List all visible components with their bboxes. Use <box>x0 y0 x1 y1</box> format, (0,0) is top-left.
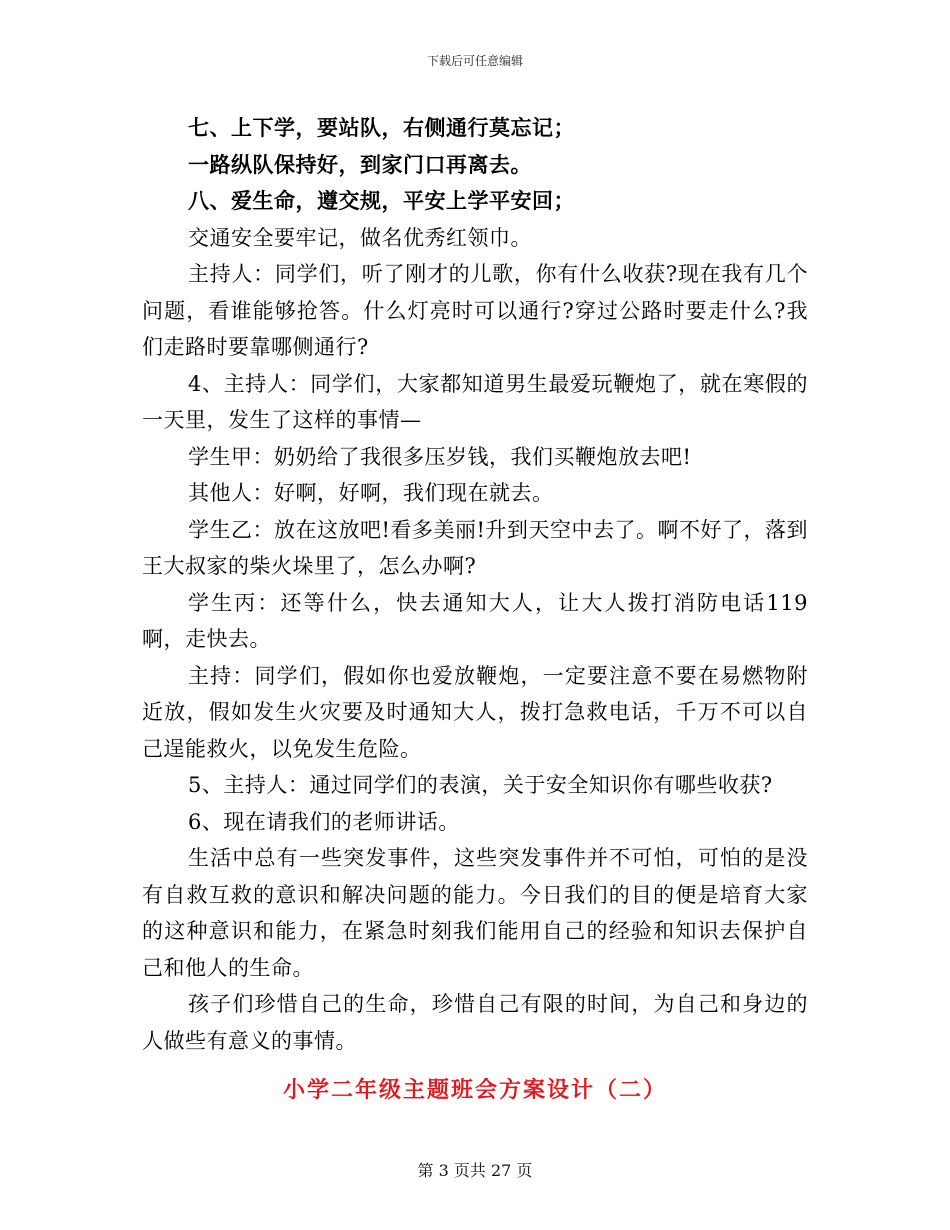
section-6-paragraph: 6、现在请我们的老师讲话。 <box>188 809 460 834</box>
rhyme-line-8b: 交通安全要牢记，做名优秀红领巾。 <box>188 225 532 250</box>
others-line: 其他人：好啊，好啊，我们现在就去。 <box>188 481 554 505</box>
page-header: 下载后可任意编辑 <box>426 54 523 68</box>
rhyme-line-7a: 七、上下学，要站队，右侧通行莫忘记； <box>188 116 575 140</box>
student-c-line: 学生丙：还等什么，快去通知大人，让大人拨打消防电话119啊，走快去。 <box>142 590 808 651</box>
student-a-line: 学生甲：奶奶给了我很多压岁钱，我们买鞭炮放去吧! <box>188 444 692 469</box>
student-b-line: 学生乙：放在这放吧!看多美丽!升到天空中去了。啊不好了，落到王大叔家的柴火垛里了，怎么办啊? <box>142 517 808 578</box>
section-5-paragraph: 5、主持人：通过同学们的表演，关于安全知识你有哪些收获? <box>188 773 773 797</box>
document-body <box>142 110 808 1059</box>
section-title: 小学二年级主题班会方案设计（二） <box>282 1078 667 1103</box>
rhyme-line-8a: 八、爱生命，遵交规，平安上学平安回； <box>188 189 575 213</box>
host-warning-paragraph: 主持：同学们，假如你也爱放鞭炮，一定要注意不要在易燃物附近放，假如发生火灾要及时通知大人，拨打急救电话，千万不可以自己逞能救火，以免发生危险。 <box>142 663 808 761</box>
closing-paragraph: 孩子们珍惜自己的生命，珍惜自己有限的时间，为自己和身边的人做些有意义的事情。 <box>142 992 808 1053</box>
rhyme-line-7b: 一路纵队保持好，到家门口再离去。 <box>188 152 532 177</box>
teacher-speech-paragraph: 生活中总有一些突发事件，这些突发事件并不可怕，可怕的是没有自救互救的意识和解决问题的能力。今日我们的目的便是培育大家的这种意识和能力，在紧急时刻我们能用自己的经验和知识去保护自己和他人的生命。 <box>142 846 808 980</box>
host-questions-paragraph: 主持人：同学们，听了刚才的儿歌，你有什么收获?现在我有几个问题，看谁能够抢答。什么灯亮时可以通行?穿过公路时要走什么?我们走路时要靠哪侧通行? <box>142 262 808 359</box>
page-footer: 第 3 页共 27 页 <box>417 1161 533 1180</box>
section-4-paragraph: 4、主持人：同学们，大家都知道男生最爱玩鞭炮了，就在寒假的一天里，发生了这样的事情— <box>142 371 808 432</box>
